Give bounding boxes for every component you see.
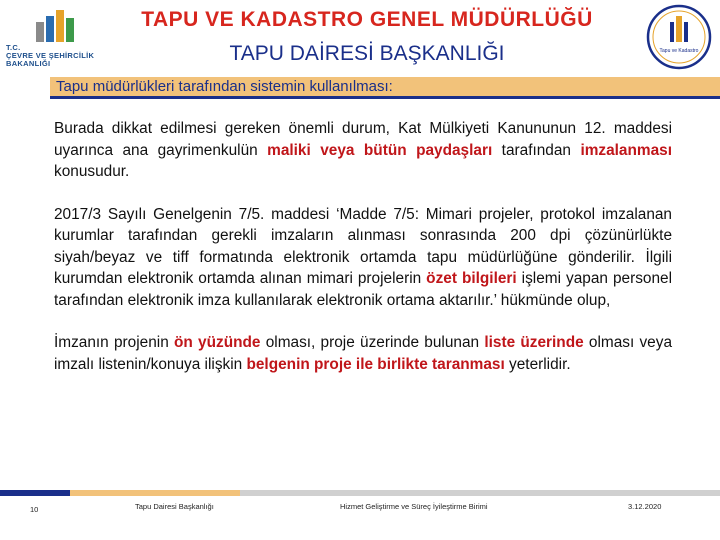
page-subtitle: TAPU DAİRESİ BAŞKANLIĞI	[229, 42, 505, 65]
ministry-name: T.C. ÇEVRE VE ŞEHİRCİLİK BAKANLIĞI	[6, 43, 95, 68]
ministry-emblem-icon	[34, 8, 80, 44]
footer-unit: Hizmet Geliştirme ve Süreç İyileştirme Birimi	[340, 502, 488, 511]
footer-date: 3.12.2020	[628, 502, 662, 511]
highlight: liste üzerinde	[484, 334, 584, 351]
tkgm-emblem-icon	[646, 4, 712, 70]
slide-content	[54, 118, 672, 396]
page-number: 10	[30, 505, 39, 514]
highlight: özet bilgileri	[426, 270, 517, 287]
highlight: maliki veya bütün paydaşları	[267, 141, 493, 159]
section-banner	[50, 77, 720, 96]
paragraph-3: İmzanın projenin ön yüzünde olması, proje üzerinde bulunan liste üzerinde olması veya imzalı listenin/konuya ilişkin belgenin proje ile birlikte taranması yeterlidir.	[54, 334, 672, 373]
slide-header	[0, 0, 720, 78]
footer-department: Tapu Dairesi Başkanlığı	[135, 502, 214, 511]
paragraph-2: 2017/3 Sayılı Genelgenin 7/5. maddesi ‘Madde 7/5: Mimari projeler, protokol imzalanan kurumlar tarafından gerekli imzaların alınması sonrasında 200 dpi çözünürlükte siyah/beyaz ve tiff formatında elektronik ortamda tapu müdürlüğüne gönderilir. İlgili kurumdan elektronik ortamda alınan mimari projelerin özet bilgileri işlemi yapan personel tarafından elektronik imza kullanılarak elektronik ortama aktarılır.’ hükmünde olup,	[54, 205, 672, 309]
slide-footer	[0, 480, 720, 514]
page-title: TAPU VE KADASTRO GENEL MÜDÜRLÜĞÜ	[141, 8, 593, 31]
banner-divider	[50, 96, 720, 99]
highlight: imzalanması	[580, 141, 672, 159]
tkgm-logo-text: Tapu ve Kadastro	[659, 48, 699, 54]
tkgm-logo	[646, 4, 712, 70]
banner-text: Tapu müdürlükleri tarafından sistemin kullanılması:	[56, 78, 393, 95]
highlight: belgenin proje ile birlikte taranması	[246, 355, 505, 373]
highlight: ön yüzünde	[174, 334, 261, 351]
paragraph-1: Burada dikkat edilmesi gereken önemli durum, Kat Mülkiyeti Kanununun 12. maddesi uyarınca ana gayrimenkulün maliki veya bütün paydaşları tarafından imzalanması konusudur.	[54, 120, 672, 180]
ministry-logo	[4, 8, 116, 66]
